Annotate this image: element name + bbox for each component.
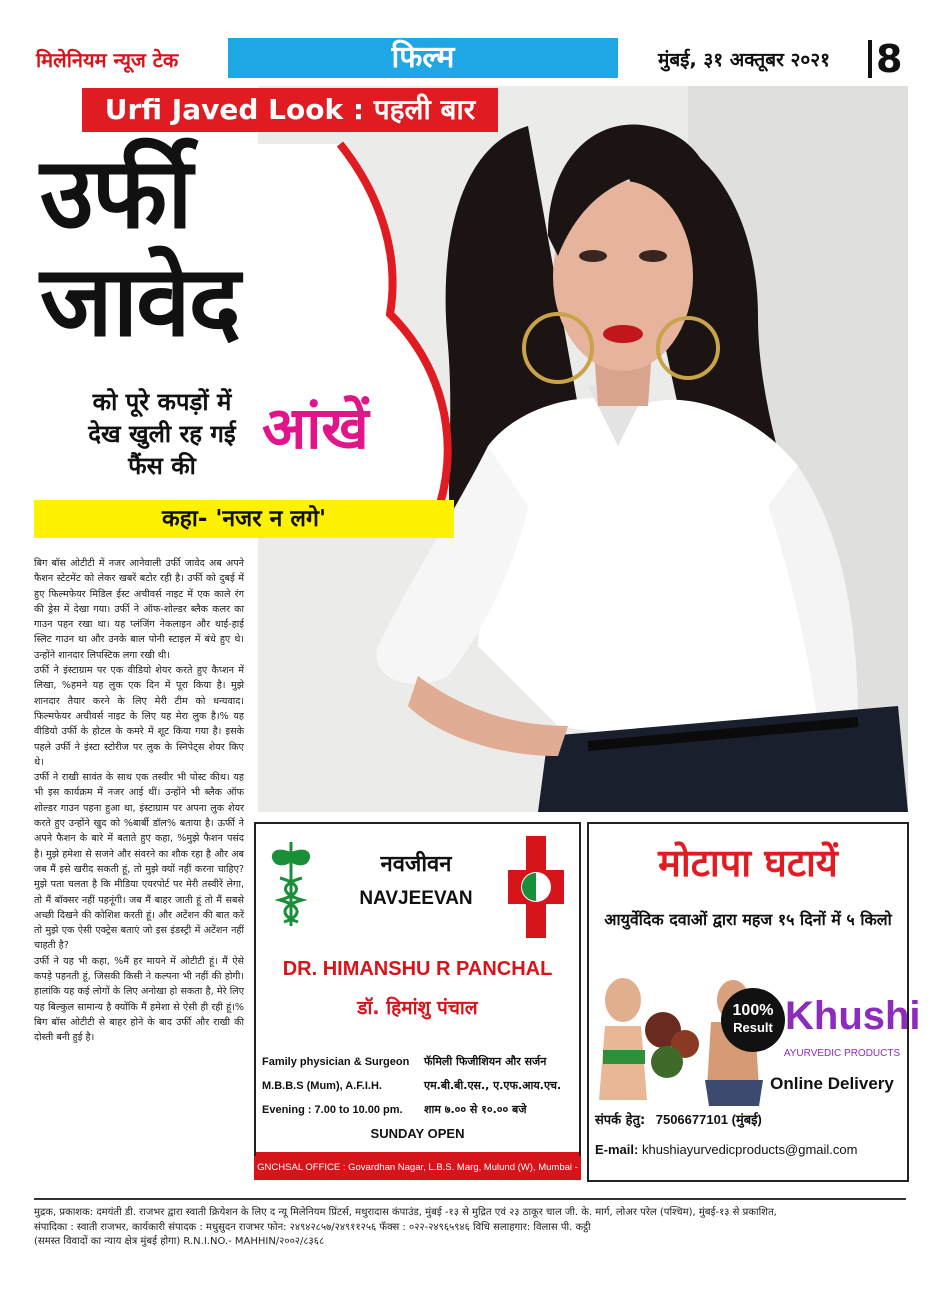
subheadline-line-3: फैंस की [128,452,196,480]
page-number: 8 [876,37,903,81]
timing-hindi: शाम ७.०० से १०.०० बजे [424,1103,527,1116]
imprint-footer [34,1206,906,1250]
contact-label: संपर्क हेतु: [595,1113,646,1128]
headline-line-2: जावेद [40,245,239,359]
online-delivery: Online Delivery [770,1074,894,1093]
headline-line-1: उर्फी [40,137,191,251]
timing-english: Evening : 7.00 to 10.00 pm. [262,1104,403,1116]
degree-hindi: एम.बी.बी.एस., ए.एफ.आय.एच. [424,1079,562,1092]
clinic-name-hindi: नवजीवन [380,852,452,877]
issue-date: मुंबई, ३१ अक्तूबर २०२१ [657,49,831,71]
clinic-advertisement [254,822,581,1158]
clinic-address: GNCHSAL OFFICE : Govardhan Nagar, L.B.S. Marg, Mulund (W), Mumbai - 400 080 [254,1156,581,1180]
clinic-details-hindi [424,1050,574,1122]
subheadline-line-1: को पूरे कपड़ों में [92,388,232,416]
role-english: Family physician & Surgeon [262,1056,410,1068]
result-badge-percent: 100% [732,1002,774,1019]
ayurvedic-advertisement [587,822,921,1182]
imprint-line-3: (समस्त विवादों का न्याय क्षेत्र मुंबई होगा) R.N.I.NO.- MAHHIN/२००२/८३६८ [34,1236,325,1247]
email-line [595,1142,907,1157]
story-subheadline [52,386,272,482]
story-headline [40,137,370,359]
subheadline-highlight: आंखें [262,394,369,462]
email-label: E-mail: [595,1142,639,1157]
story-kicker-banner: Urfi Javed Look : पहली बार [82,88,498,132]
contact-phone[interactable]: 7506677101 (मुंबई) [655,1112,762,1127]
contact-line [595,1110,905,1128]
article-paragraph: उर्फी ने यह भी कहा, %मैं हर मायने में ओटीटी हूं। मैं ऐसे कपड़े पहनती हूं, जिसकी किसी ने कल्पना भी नहीं की होगी। हालांकि यह कई लोगों के लिए अनोखा हो सकता है, मेरे लिए यह बिल्कुल सामान्य है क्योंकि मैं हमेशा से ऐसी ही रही हूं।% बिग बॉस ओटीटी से बाहर होने के बाद उर्फी और राखी की दोस्ती बनी हुई है। [34,955,244,1044]
section-title: फिल्म [228,38,618,78]
quote-strip: कहा- 'नजर न लगे' [34,500,454,538]
medical-cross-icon [504,832,568,942]
email-address[interactable]: khushiayurvedicproducts@gmail.com [641,1142,858,1157]
ad-subhead: आयुर्वेदिक दवाओं द्वारा महज १५ दिनों में ५ किलो [604,910,892,929]
subheadline-line-2: देख खुली रह गई [88,420,236,448]
clinic-details-english [262,1050,412,1122]
article-body [34,556,244,1046]
degree-english: M.B.B.S (Mum), A.F.I.H. [262,1080,382,1092]
caduceus-icon [266,838,316,928]
doctor-name-english: DR. HIMANSHU R PANCHAL [282,958,553,980]
brand-tagline: AYURVEDIC PRODUCTS [783,1048,901,1059]
ad-headline: मोटापा घटायें [658,841,838,885]
article-paragraph: बिग बॉस ओटीटी में नजर आनेवाली उर्फी जावेद अब अपने फैशन स्टेटमेंट को लेकर खबरें बटोर रही है। उर्फी को दुबई में हुए फिल्मफेयर मिडिल ईस्ट अचीवर्स नाइट में एक काले रंग की ड्रेस में देखा गया। उर्फी ने ऑफ-शोल्डर ब्लैक कलर का गाउन पहन रखा था। यह प्लंजिंग नेकलाइन और थाई-हाई स्लिट गाउन था और उनके बाल पोनी स्टाइल में बंधे हुए थे। उन्होंने शानदार लिपस्टिक लगा रखी थी। [34,558,244,661]
doctor-name-hindi: डॉ. हिमांशु पंचाल [357,997,478,1019]
newspaper-name: मिलेनियम न्यूज टेक [36,48,179,72]
article-paragraph: उर्फी ने राखी सावंत के साथ एक तस्वीर भी पोस्ट कीथ। यह भी इस कार्यक्रम में नजर आई थीं। उन्होंने भी ब्लैक ऑफ शोल्डर गाउन पहना हुआ था, इंस्टाग्राम पर अपना लुक शेयर करते हुए उन्होंने खुद को %बार्बी डॉल% बताया है। ऊर्फी ने अपने फैशन के बारे में बताते हुए कहा, %मुझे फैशन पसंद है। मुझे हमेशा से सजने और संवरने का शौक रहा है और अब जब मैं इसे खरीद सकती हूं, तो मुझे क्यों नहीं करना चाहिए? मुझे पता चलता है कि मीडिया एयरपोर्ट पर मेरी तस्वीरें लेगा, तो मैं बॉक्सर नहीं पहनूंगी। जब मैं बाहर जाती हूं तो मैं सबसे अच्छी दिखने की कोशिश करती हूं। और अटेंशन की बात करें तो मुझे एक ऐसी एक्ट्रेस बताएं जो इस इंडस्ट्री में अटेंशन नहीं चाहती है? [34,772,244,952]
imprint-line-1: मुद्रक, प्रकाशक: दमयंती डी. राजभर द्वारा स्वाती क्रियेशन के लिए द न्यू मिलेनियम प्रिंटर्स, मथुरादास कंपाउंड, मुंबई -१३ से मुद्रित एवं २३ ठाकूर चाल जी. के. मार्ग, लोअर परेल (पश्चिम), मुंबई-१३ से प्रकाशित, [34,1207,777,1218]
imprint-line-2: संपादिका : स्वाती राजभर, कार्यकारी संपादक : मधुसुदन राजभर फोन: २४९४२८५७/२४९११२५६ फॅक्स : ०२२-२४९६५९४६ विधि सलाहगार: विलास पी. कट्ठी [34,1221,591,1233]
footer-divider [34,1198,906,1200]
role-hindi: फॅमिली फिजीशियन और सर्जन [424,1055,547,1068]
result-badge-word: Result [733,1020,773,1035]
article-paragraph: उर्फी ने इंस्टाग्राम पर एक वीडियो शेयर करते हुए कैप्शन में लिखा, %हमने यह लुक एक दिन में पूरा किया है। मुझे शानदार तैयार करने के लिए मेरी टीम को धन्यवाद। फिल्मफेयर अचीवर्स नाइट के लिए यह मेरा लुक है।% यह वीडियो उर्फी के होटल के कमरे में शूट किया गया है। इसके पहले उर्फी ने इंस्टा स्टोरीज पर लुक के स्निपेट्स शेयर किए थे। [34,665,244,768]
page-number-divider [868,40,872,78]
brand-logo: Khushi [785,994,921,1038]
result-badge [721,988,785,1052]
clinic-name-english: NAVJEEVAN [359,888,473,909]
sunday-open: SUNDAY OPEN [370,1126,465,1141]
